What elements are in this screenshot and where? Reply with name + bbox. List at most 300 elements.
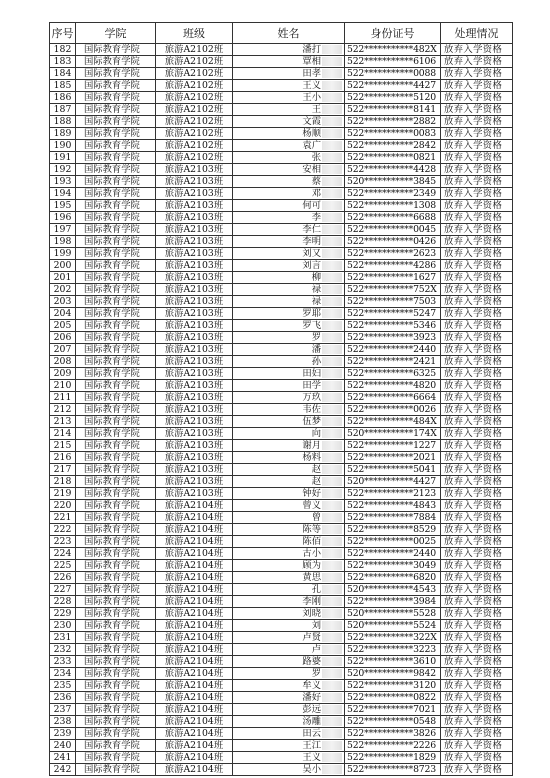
name-cell — [233, 260, 345, 272]
seq-cell: 228 — [50, 596, 76, 608]
name-cell — [233, 680, 345, 692]
name-text: 罗耶 — [302, 308, 321, 319]
name-text: 孔 — [311, 584, 321, 595]
id-number-cell: 520***********4543 — [345, 584, 441, 596]
header-seq: 序号 — [50, 23, 76, 44]
id-number-cell: 522***********0548 — [345, 716, 441, 728]
name-cell — [233, 140, 345, 152]
class-cell: 旅游A2103班 — [156, 380, 233, 392]
redaction-blur — [322, 93, 342, 102]
table-row — [50, 740, 513, 752]
table-row — [50, 416, 513, 428]
seq-cell: 235 — [50, 680, 76, 692]
status-cell: 放弃入学资格 — [441, 452, 513, 464]
name-cell — [233, 188, 345, 200]
name-cell — [233, 332, 345, 344]
table-row — [50, 272, 513, 284]
seq-cell: 210 — [50, 380, 76, 392]
id-number-cell: 522***********8529 — [345, 524, 441, 536]
college-cell: 国际教育学院 — [76, 116, 156, 128]
name-cell — [233, 368, 345, 380]
redaction-blur — [322, 549, 342, 558]
status-cell: 放弃入学资格 — [441, 680, 513, 692]
college-cell: 国际教育学院 — [76, 668, 156, 680]
table-row — [50, 92, 513, 104]
name-cell — [233, 248, 345, 260]
seq-cell: 233 — [50, 656, 76, 668]
seq-cell: 206 — [50, 332, 76, 344]
college-cell: 国际教育学院 — [76, 296, 156, 308]
redaction-blur — [322, 369, 342, 378]
name-text: 钟好 — [302, 488, 321, 499]
name-cell — [233, 416, 345, 428]
college-cell: 国际教育学院 — [76, 80, 156, 92]
seq-cell: 221 — [50, 512, 76, 524]
name-text: 路婆 — [302, 656, 321, 667]
status-cell: 放弃入学资格 — [441, 212, 513, 224]
name-text: 吴小 — [302, 764, 321, 775]
class-cell: 旅游A2103班 — [156, 392, 233, 404]
redaction-blur — [322, 633, 342, 642]
class-cell: 旅游A2103班 — [156, 344, 233, 356]
redaction-blur — [322, 513, 342, 522]
redaction-blur — [322, 453, 342, 462]
class-cell: 旅游A2102班 — [156, 128, 233, 140]
name-text: 万玖 — [302, 392, 321, 403]
name-cell — [233, 632, 345, 644]
redaction-blur — [322, 117, 342, 126]
college-cell: 国际教育学院 — [76, 368, 156, 380]
college-cell: 国际教育学院 — [76, 404, 156, 416]
status-cell: 放弃入学资格 — [441, 92, 513, 104]
table-body — [50, 44, 513, 776]
status-cell: 放弃入学资格 — [441, 608, 513, 620]
name-cell — [233, 68, 345, 80]
name-text: 陈佰 — [302, 536, 321, 547]
id-number-cell: 522***********482X — [345, 44, 441, 56]
id-number-cell: 520***********174X — [345, 428, 441, 440]
seq-cell: 182 — [50, 44, 76, 56]
class-cell: 旅游A2104班 — [156, 608, 233, 620]
name-text: 孙 — [311, 356, 321, 367]
college-cell: 国际教育学院 — [76, 740, 156, 752]
college-cell: 国际教育学院 — [76, 656, 156, 668]
table-row — [50, 68, 513, 80]
table-row — [50, 140, 513, 152]
name-cell — [233, 356, 345, 368]
name-text: 黄思 — [302, 572, 321, 583]
name-cell — [233, 404, 345, 416]
header-status: 处理情况 — [441, 23, 513, 44]
seq-cell: 222 — [50, 524, 76, 536]
college-cell: 国际教育学院 — [76, 212, 156, 224]
redaction-blur — [322, 597, 342, 606]
redaction-blur — [322, 381, 342, 390]
class-cell: 旅游A2104班 — [156, 692, 233, 704]
status-cell: 放弃入学资格 — [441, 248, 513, 260]
name-text: 李仁 — [302, 224, 321, 235]
table-row — [50, 236, 513, 248]
name-text: 袁广 — [302, 140, 321, 151]
name-text: 禄 — [311, 284, 321, 295]
status-cell: 放弃入学资格 — [441, 416, 513, 428]
status-cell: 放弃入学资格 — [441, 332, 513, 344]
id-number-cell: 522***********0025 — [345, 536, 441, 548]
status-cell: 放弃入学资格 — [441, 692, 513, 704]
name-cell — [233, 548, 345, 560]
seq-cell: 197 — [50, 224, 76, 236]
name-cell — [233, 668, 345, 680]
class-cell: 旅游A2103班 — [156, 212, 233, 224]
table-row — [50, 596, 513, 608]
id-number-cell: 522***********2226 — [345, 740, 441, 752]
redaction-blur — [322, 69, 342, 78]
seq-cell: 238 — [50, 716, 76, 728]
redaction-blur — [322, 225, 342, 234]
name-cell — [233, 572, 345, 584]
status-cell: 放弃入学资格 — [441, 80, 513, 92]
college-cell: 国际教育学院 — [76, 548, 156, 560]
name-cell — [233, 464, 345, 476]
seq-cell: 232 — [50, 644, 76, 656]
college-cell: 国际教育学院 — [76, 224, 156, 236]
name-text: 彭远 — [302, 704, 321, 715]
name-text: 禄 — [311, 296, 321, 307]
college-cell: 国际教育学院 — [76, 284, 156, 296]
seq-cell: 183 — [50, 56, 76, 68]
redaction-blur — [322, 237, 342, 246]
redaction-blur — [322, 525, 342, 534]
table-row — [50, 380, 513, 392]
name-text: 伍梦 — [302, 416, 321, 427]
id-number-cell: 522***********2842 — [345, 140, 441, 152]
redaction-blur — [322, 741, 342, 750]
college-cell: 国际教育学院 — [76, 440, 156, 452]
id-number-cell: 520***********9842 — [345, 668, 441, 680]
redaction-blur — [322, 657, 342, 666]
class-cell: 旅游A2102班 — [156, 80, 233, 92]
class-cell: 旅游A2104班 — [156, 752, 233, 764]
class-cell: 旅游A2104班 — [156, 572, 233, 584]
id-number-cell: 522***********322X — [345, 632, 441, 644]
table-row — [50, 80, 513, 92]
college-cell: 国际教育学院 — [76, 236, 156, 248]
id-number-cell: 522***********6106 — [345, 56, 441, 68]
college-cell: 国际教育学院 — [76, 188, 156, 200]
id-number-cell: 522***********4427 — [345, 80, 441, 92]
table-row — [50, 512, 513, 524]
status-cell: 放弃入学资格 — [441, 764, 513, 776]
redaction-blur — [322, 297, 342, 306]
class-cell: 旅游A2103班 — [156, 356, 233, 368]
redaction-blur — [322, 105, 342, 114]
seq-cell: 236 — [50, 692, 76, 704]
header-row — [50, 23, 513, 44]
name-text: 曾 — [311, 512, 321, 523]
table-row — [50, 500, 513, 512]
name-cell — [233, 644, 345, 656]
name-cell — [233, 320, 345, 332]
class-cell: 旅游A2103班 — [156, 416, 233, 428]
seq-cell: 218 — [50, 476, 76, 488]
id-number-cell: 522***********1308 — [345, 200, 441, 212]
redaction-blur — [322, 129, 342, 138]
class-cell: 旅游A2103班 — [156, 224, 233, 236]
name-text: 刘晓 — [302, 608, 321, 619]
college-cell: 国际教育学院 — [76, 488, 156, 500]
college-cell: 国际教育学院 — [76, 248, 156, 260]
seq-cell: 202 — [50, 284, 76, 296]
id-number-cell: 522***********0045 — [345, 224, 441, 236]
table-row — [50, 320, 513, 332]
status-cell: 放弃入学资格 — [441, 44, 513, 56]
seq-cell: 213 — [50, 416, 76, 428]
college-cell: 国际教育学院 — [76, 164, 156, 176]
name-cell — [233, 608, 345, 620]
id-number-cell: 522***********0426 — [345, 236, 441, 248]
college-cell: 国际教育学院 — [76, 608, 156, 620]
name-text: 何可 — [302, 200, 321, 211]
table-row — [50, 572, 513, 584]
id-number-cell: 522***********6325 — [345, 368, 441, 380]
name-text: 田妇 — [302, 368, 321, 379]
name-cell — [233, 452, 345, 464]
name-text: 刘言 — [302, 260, 321, 271]
table-row — [50, 260, 513, 272]
redaction-blur — [322, 441, 342, 450]
seq-cell: 209 — [50, 368, 76, 380]
redaction-blur — [322, 645, 342, 654]
class-cell: 旅游A2104班 — [156, 524, 233, 536]
status-cell: 放弃入学资格 — [441, 56, 513, 68]
table-row — [50, 224, 513, 236]
college-cell: 国际教育学院 — [76, 44, 156, 56]
table-row — [50, 128, 513, 140]
status-cell: 放弃入学资格 — [441, 140, 513, 152]
table-row — [50, 308, 513, 320]
class-cell: 旅游A2103班 — [156, 308, 233, 320]
id-number-cell: 522***********2421 — [345, 356, 441, 368]
table-row — [50, 212, 513, 224]
class-cell: 旅游A2104班 — [156, 632, 233, 644]
seq-cell: 192 — [50, 164, 76, 176]
status-cell: 放弃入学资格 — [441, 164, 513, 176]
seq-cell: 211 — [50, 392, 76, 404]
class-cell: 旅游A2103班 — [156, 452, 233, 464]
status-cell: 放弃入学资格 — [441, 320, 513, 332]
class-cell: 旅游A2104班 — [156, 740, 233, 752]
redaction-blur — [322, 417, 342, 426]
class-cell: 旅游A2103班 — [156, 428, 233, 440]
id-number-cell: 522***********2623 — [345, 248, 441, 260]
id-number-cell: 522***********7503 — [345, 296, 441, 308]
status-cell: 放弃入学资格 — [441, 464, 513, 476]
table-row — [50, 356, 513, 368]
name-text: 罗飞 — [302, 320, 321, 331]
college-cell: 国际教育学院 — [76, 152, 156, 164]
name-text: 王 — [311, 104, 321, 115]
redaction-blur — [322, 81, 342, 90]
redaction-blur — [322, 153, 342, 162]
class-cell: 旅游A2103班 — [156, 404, 233, 416]
college-cell: 国际教育学院 — [76, 452, 156, 464]
name-text: 田云 — [302, 728, 321, 739]
college-cell: 国际教育学院 — [76, 704, 156, 716]
class-cell: 旅游A2103班 — [156, 332, 233, 344]
redaction-blur — [322, 285, 342, 294]
status-cell: 放弃入学资格 — [441, 512, 513, 524]
redaction-blur — [322, 309, 342, 318]
table-header — [50, 23, 513, 44]
class-cell: 旅游A2102班 — [156, 152, 233, 164]
name-cell — [233, 740, 345, 752]
name-text: 杨顺 — [302, 128, 321, 139]
seq-cell: 230 — [50, 620, 76, 632]
redaction-blur — [322, 429, 342, 438]
class-cell: 旅游A2104班 — [156, 548, 233, 560]
status-cell: 放弃入学资格 — [441, 488, 513, 500]
class-cell: 旅游A2103班 — [156, 176, 233, 188]
class-cell: 旅游A2104班 — [156, 728, 233, 740]
status-cell: 放弃入学资格 — [441, 236, 513, 248]
status-cell: 放弃入学资格 — [441, 536, 513, 548]
id-number-cell: 522***********0821 — [345, 152, 441, 164]
class-cell: 旅游A2102班 — [156, 140, 233, 152]
college-cell: 国际教育学院 — [76, 764, 156, 776]
table-row — [50, 728, 513, 740]
status-cell: 放弃入学资格 — [441, 344, 513, 356]
table-row — [50, 464, 513, 476]
redaction-blur — [322, 261, 342, 270]
name-cell — [233, 752, 345, 764]
class-cell: 旅游A2102班 — [156, 104, 233, 116]
status-cell: 放弃入学资格 — [441, 104, 513, 116]
name-cell — [233, 92, 345, 104]
status-cell: 放弃入学资格 — [441, 428, 513, 440]
college-cell: 国际教育学院 — [76, 308, 156, 320]
id-number-cell: 522***********4428 — [345, 164, 441, 176]
redaction-blur — [322, 57, 342, 66]
class-cell: 旅游A2104班 — [156, 500, 233, 512]
status-cell: 放弃入学资格 — [441, 188, 513, 200]
table-row — [50, 668, 513, 680]
id-number-cell: 522***********5041 — [345, 464, 441, 476]
class-cell: 旅游A2103班 — [156, 248, 233, 260]
name-text: 李刚 — [302, 596, 321, 607]
college-cell: 国际教育学院 — [76, 344, 156, 356]
table-row — [50, 716, 513, 728]
name-text: 赵 — [311, 464, 321, 475]
name-text: 邓 — [311, 188, 321, 199]
id-number-cell: 522***********3049 — [345, 560, 441, 572]
name-text: 安相 — [302, 164, 321, 175]
redaction-blur — [322, 621, 342, 630]
seq-cell: 185 — [50, 80, 76, 92]
id-number-cell: 522***********7021 — [345, 704, 441, 716]
redaction-blur — [322, 573, 342, 582]
redaction-blur — [322, 141, 342, 150]
seq-cell: 190 — [50, 140, 76, 152]
name-cell — [233, 440, 345, 452]
name-cell — [233, 56, 345, 68]
id-number-cell: 522***********0822 — [345, 692, 441, 704]
redaction-blur — [322, 477, 342, 486]
table-row — [50, 692, 513, 704]
records-table — [49, 22, 513, 776]
redaction-blur — [322, 321, 342, 330]
header-id-number: 身份证号 — [345, 23, 441, 44]
name-text: 向 — [311, 428, 321, 439]
redaction-blur — [322, 213, 342, 222]
name-text: 卢 — [311, 644, 321, 655]
class-cell: 旅游A2104班 — [156, 512, 233, 524]
status-cell: 放弃入学资格 — [441, 224, 513, 236]
class-cell: 旅游A2104班 — [156, 644, 233, 656]
redaction-blur — [322, 393, 342, 402]
name-text: 古小 — [302, 548, 321, 559]
id-number-cell: 522***********2440 — [345, 548, 441, 560]
name-cell — [233, 728, 345, 740]
class-cell: 旅游A2103班 — [156, 200, 233, 212]
name-cell — [233, 344, 345, 356]
seq-cell: 226 — [50, 572, 76, 584]
name-text: 罗 — [311, 668, 321, 679]
name-text: 田学 — [302, 380, 321, 391]
college-cell: 国际教育学院 — [76, 500, 156, 512]
name-text: 王义 — [302, 752, 321, 763]
status-cell: 放弃入学资格 — [441, 752, 513, 764]
seq-cell: 242 — [50, 764, 76, 776]
redaction-blur — [322, 45, 342, 54]
status-cell: 放弃入学资格 — [441, 260, 513, 272]
class-cell: 旅游A2103班 — [156, 164, 233, 176]
table-row — [50, 284, 513, 296]
redaction-blur — [322, 273, 342, 282]
status-cell: 放弃入学资格 — [441, 668, 513, 680]
name-cell — [233, 692, 345, 704]
college-cell: 国际教育学院 — [76, 68, 156, 80]
class-cell: 旅游A2103班 — [156, 320, 233, 332]
name-cell — [233, 296, 345, 308]
table-row — [50, 764, 513, 776]
college-cell: 国际教育学院 — [76, 104, 156, 116]
college-cell: 国际教育学院 — [76, 620, 156, 632]
status-cell: 放弃入学资格 — [441, 572, 513, 584]
status-cell: 放弃入学资格 — [441, 524, 513, 536]
name-cell — [233, 176, 345, 188]
seq-cell: 227 — [50, 584, 76, 596]
college-cell: 国际教育学院 — [76, 272, 156, 284]
college-cell: 国际教育学院 — [76, 176, 156, 188]
status-cell: 放弃入学资格 — [441, 656, 513, 668]
redaction-blur — [322, 333, 342, 342]
class-cell: 旅游A2103班 — [156, 284, 233, 296]
table-row — [50, 452, 513, 464]
redaction-blur — [322, 465, 342, 474]
table-row — [50, 344, 513, 356]
status-cell: 放弃入学资格 — [441, 716, 513, 728]
table-row — [50, 116, 513, 128]
name-cell — [233, 44, 345, 56]
college-cell: 国际教育学院 — [76, 260, 156, 272]
college-cell: 国际教育学院 — [76, 632, 156, 644]
table-row — [50, 548, 513, 560]
name-cell — [233, 308, 345, 320]
class-cell: 旅游A2104班 — [156, 764, 233, 776]
class-cell: 旅游A2102班 — [156, 56, 233, 68]
table-row — [50, 632, 513, 644]
table-row — [50, 152, 513, 164]
